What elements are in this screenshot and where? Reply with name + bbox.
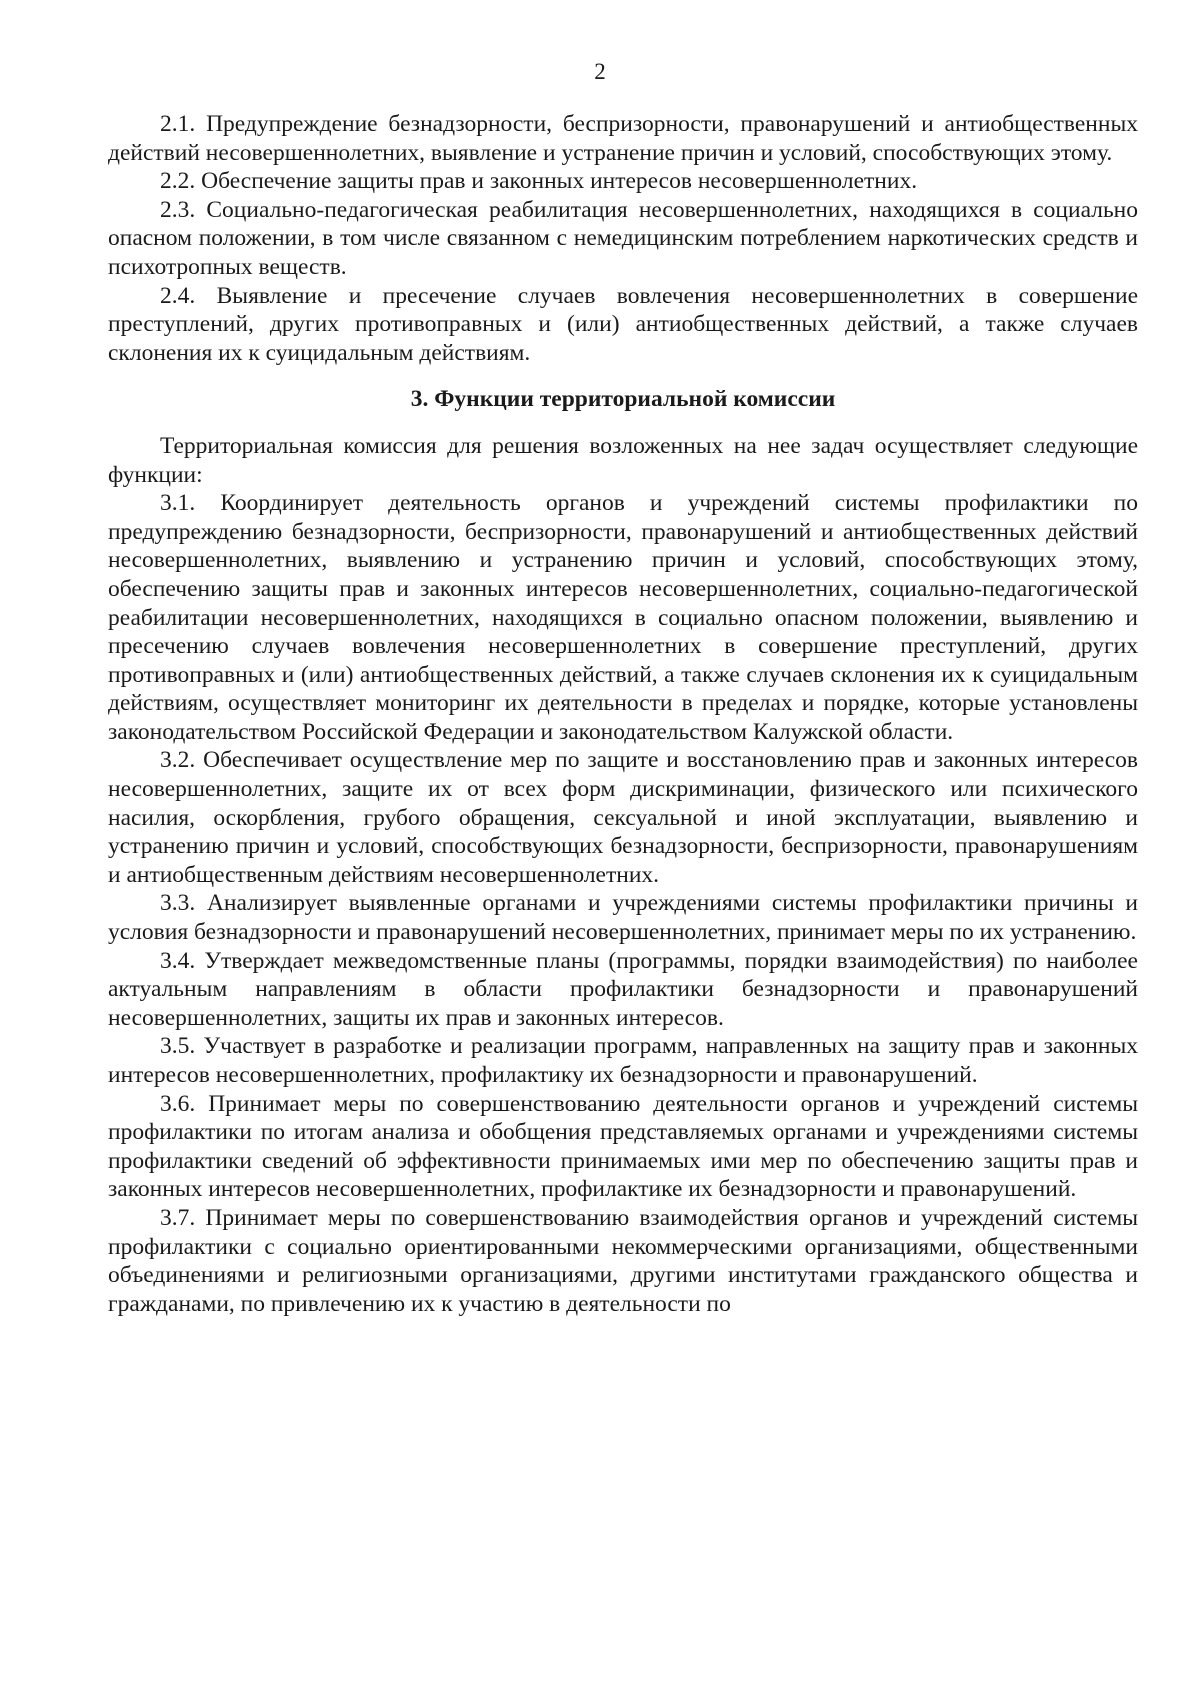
paragraph-2-4: 2.4. Выявление и пресечение случаев вовлечения несовершеннолетних в совершение преступлений, других противоправных и (или) антиобщественных действий, а также случаев склонения их к суицидальным действиям. <box>108 282 1138 366</box>
paragraph-3-7: 3.7. Принимает меры по совершенствованию взаимодействия органов и учреждений системы профилактики с социально ориентированными некоммерческими организациями, общественными объединениями и религиозными организациями, другими институтами гражданского общества и гражданами, по привлечению их к участию в деятельности по <box>108 1204 1138 1317</box>
page-number: 2 <box>594 59 606 84</box>
section-3-intro: Территориальная комиссия для решения возложенных на нее задач осуществляет следующие функции: <box>108 432 1138 488</box>
paragraph-2-1: 2.1. Предупреждение безнадзорности, беспризорности, правонарушений и антиобщественных действий несовершеннолетних, выявление и устранение причин и условий, способствующих этому. <box>108 111 1138 166</box>
section-3-heading: 3. Функции территориальной комиссии <box>410 386 836 413</box>
document-body <box>108 110 1138 1318</box>
paragraph-3-1: 3.1. Координирует деятельность органов и учреждений системы профилактики по предупреждению безнадзорности, беспризорности, правонарушений и антиобщественных действий несовершеннолетних, выявлению и устранению причин и условий, способствующих этому, обеспечению защиты прав и законных интересов несовершеннолетних, социально-педагогической реабилитации несовершеннолетних, находящихся в социально опасном положении, выявлению и пресечению случаев вовлечения несовершеннолетних в совершение преступлений, других противоправных и (или) антиобщественных действий, а также случаев склонения их к суицидальным действиям, осуществляет мониторинг их деятельности в пределах и порядке, которые установлены законодательством Российской Федерации и законодательством Калужской области. <box>108 490 1138 745</box>
paragraph-3-6: 3.6. Принимает меры по совершенствованию деятельности органов и учреждений системы профилактики по итогам анализа и обобщения представляемых органами и учреждениями системы профилактики сведений об эффективности принимаемых ими мер по обеспечению защиты прав и законных интересов несовершеннолетних, профилактике их безнадзорности и правонарушений. <box>108 1090 1138 1203</box>
paragraph-3-3: 3.3. Анализирует выявленные органами и учреждениями системы профилактики причины и условия безнадзорности и правонарушений несовершеннолетних, принимает меры по их устранению. <box>108 890 1138 946</box>
paragraph-3-5: 3.5. Участвует в разработке и реализации программ, направленных на защиту прав и законных интересов несовершеннолетних, профилактику их безнадзорности и правонарушений. <box>108 1033 1138 1088</box>
paragraph-3-4: 3.4. Утверждает межведомственные планы (программы, порядки взаимодействия) по наиболее актуальным направлениям в области профилактики безнадзорности и правонарушений несовершеннолетних, защиты их прав и законных интересов. <box>108 947 1138 1031</box>
paragraph-2-3: 2.3. Социально-педагогическая реабилитация несовершеннолетних, находящихся в социально опасном положении, в том числе связанном с немедицинским потреблением наркотических средств и психотропных веществ. <box>108 196 1138 280</box>
paragraph-3-2: 3.2. Обеспечивает осуществление мер по защите и восстановлению прав и законных интересов несовершеннолетних, защите их от всех форм дискриминации, физического или психического насилия, оскорбления, грубого обращения, сексуальной и иной эксплуатации, выявлению и устранению причин и условий, способствующих безнадзорности, беспризорности, правонарушениям и антиобщественным действиям несовершеннолетних. <box>108 747 1138 888</box>
paragraph-2-2: 2.2. Обеспечение защиты прав и законных интересов несовершеннолетних. <box>160 168 918 195</box>
